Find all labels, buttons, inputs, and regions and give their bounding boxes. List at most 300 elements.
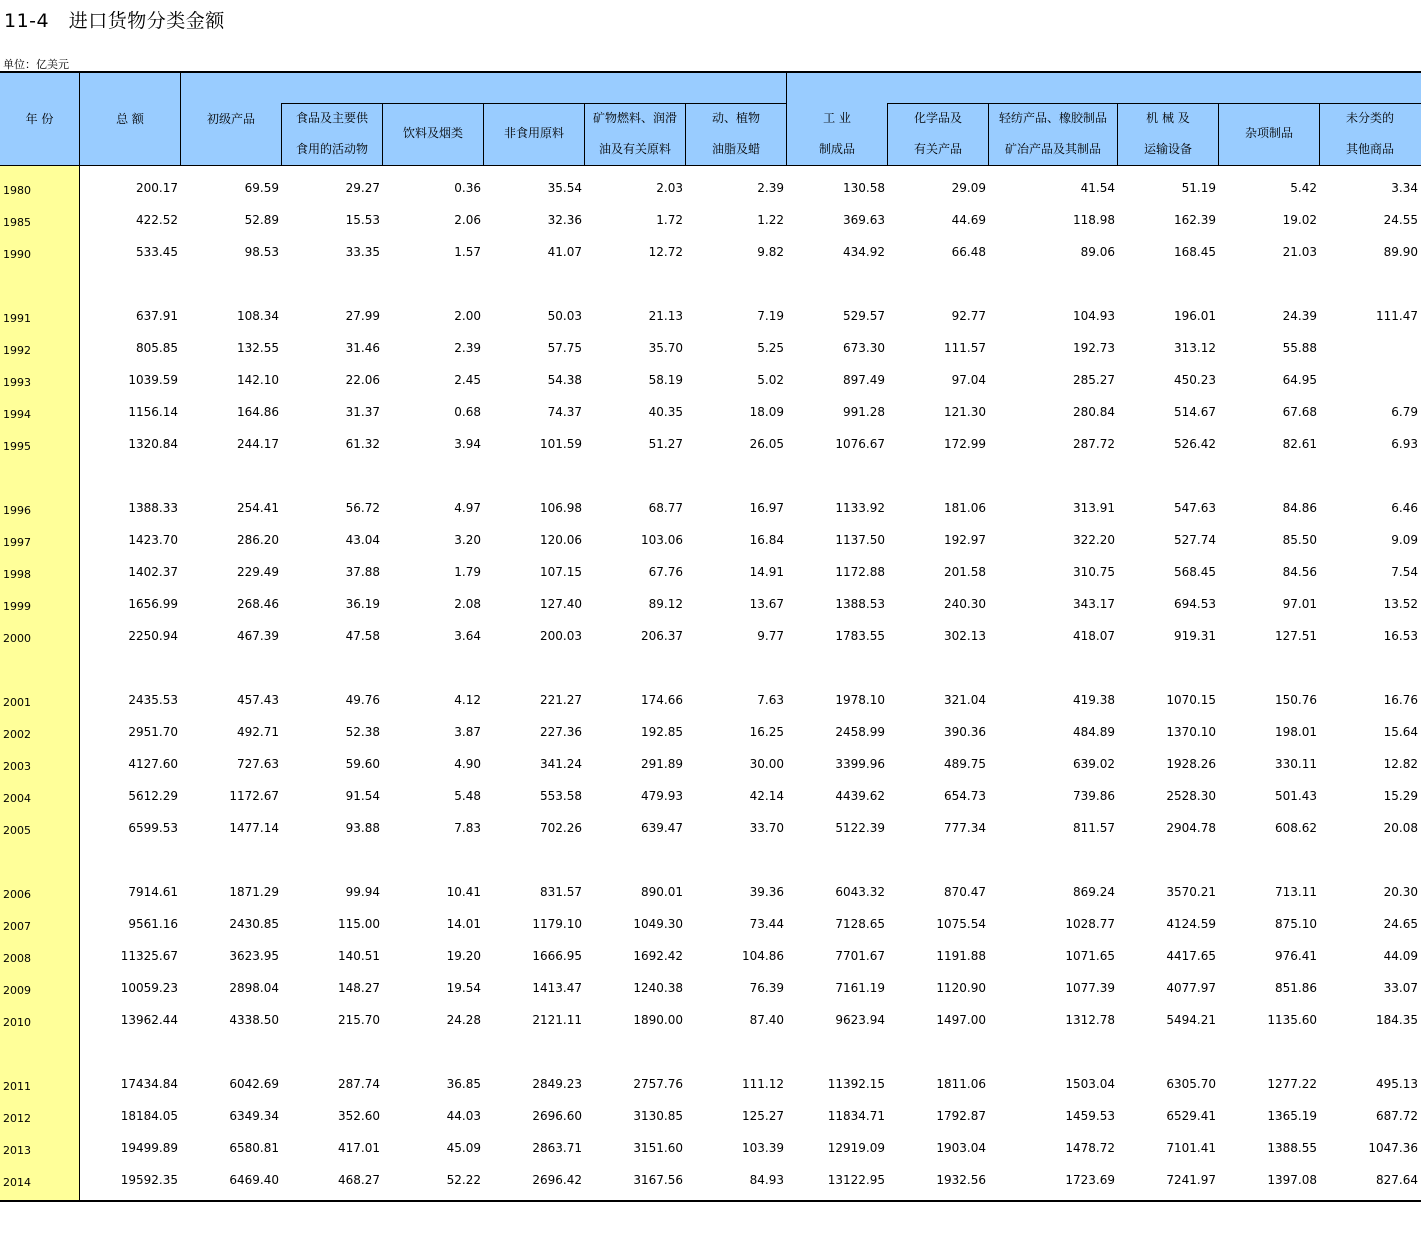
value-cell: 16.84 <box>749 533 784 547</box>
value-cell: 101.59 <box>540 437 582 451</box>
value-cell: 196.01 <box>1174 309 1216 323</box>
value-cell: 1133.92 <box>835 501 885 515</box>
table-row <box>0 554 1421 586</box>
value-cell: 201.58 <box>944 565 986 579</box>
value-cell: 89.90 <box>1383 245 1418 259</box>
value-cell: 36.85 <box>446 1077 481 1091</box>
value-cell: 10.41 <box>446 885 481 899</box>
value-cell: 7241.97 <box>1166 1173 1216 1187</box>
value-cell: 434.92 <box>843 245 885 259</box>
value-cell: 9561.16 <box>128 917 178 931</box>
value-cell: 1.79 <box>454 565 481 579</box>
value-cell: 2696.60 <box>532 1109 582 1123</box>
value-cell: 1413.47 <box>532 981 582 995</box>
value-cell: 2757.76 <box>633 1077 683 1091</box>
year-cell: 1991 <box>3 312 31 325</box>
value-cell: 66.48 <box>951 245 986 259</box>
value-cell: 16.97 <box>749 501 784 515</box>
value-cell: 527.74 <box>1174 533 1216 547</box>
value-cell: 1497.00 <box>936 1013 986 1027</box>
value-cell: 1277.22 <box>1267 1077 1317 1091</box>
value-cell: 221.27 <box>540 693 582 707</box>
value-cell: 200.17 <box>136 181 178 195</box>
value-cell: 104.93 <box>1073 309 1115 323</box>
value-cell: 6529.41 <box>1166 1109 1216 1123</box>
value-cell: 3623.95 <box>229 949 279 963</box>
header-top-rule <box>0 71 1421 73</box>
value-cell: 1423.70 <box>128 533 178 547</box>
value-cell: 21.03 <box>1282 245 1317 259</box>
value-cell: 352.60 <box>338 1109 380 1123</box>
value-cell: 2863.71 <box>532 1141 582 1155</box>
value-cell: 2.45 <box>454 373 481 387</box>
value-cell: 44.09 <box>1383 949 1418 963</box>
value-cell: 639.47 <box>641 821 683 835</box>
year-cell: 1980 <box>3 184 31 197</box>
value-cell: 495.13 <box>1376 1077 1418 1091</box>
value-cell: 422.52 <box>136 213 178 227</box>
value-cell: 57.75 <box>547 341 582 355</box>
value-cell: 97.04 <box>951 373 986 387</box>
table-row <box>0 298 1421 330</box>
year-cell: 2008 <box>3 952 31 965</box>
header-chemical-line2: 有关产品 <box>913 142 962 156</box>
value-cell: 111.47 <box>1376 309 1418 323</box>
year-cell: 1994 <box>3 408 31 421</box>
value-cell: 10059.23 <box>120 981 178 995</box>
value-cell: 26.05 <box>749 437 784 451</box>
value-cell: 3.34 <box>1391 181 1418 195</box>
value-cell: 287.74 <box>338 1077 380 1091</box>
value-cell: 6042.69 <box>229 1077 279 1091</box>
value-cell: 1370.10 <box>1166 725 1216 739</box>
value-cell: 418.07 <box>1073 629 1115 643</box>
header-mineral-line1: 矿物燃料、润滑 <box>592 111 677 125</box>
value-cell: 15.29 <box>1383 789 1418 803</box>
value-cell: 805.85 <box>136 341 178 355</box>
value-cell: 120.06 <box>540 533 582 547</box>
value-cell: 103.39 <box>742 1141 784 1155</box>
header-machinery-line1: 机 械 及 <box>1146 111 1190 125</box>
value-cell: 417.01 <box>338 1141 380 1155</box>
value-cell: 547.63 <box>1174 501 1216 515</box>
value-cell: 19.54 <box>446 981 481 995</box>
header-machinery-line2: 运输设备 <box>1143 142 1192 156</box>
value-cell: 6.79 <box>1391 405 1418 419</box>
value-cell: 20.30 <box>1383 885 1418 899</box>
value-cell: 11834.71 <box>827 1109 885 1123</box>
value-cell: 1459.53 <box>1065 1109 1115 1123</box>
value-cell: 3.20 <box>454 533 481 547</box>
value-cell: 1191.88 <box>936 949 986 963</box>
value-cell: 56.72 <box>345 501 380 515</box>
value-cell: 870.47 <box>944 885 986 899</box>
table-row <box>0 234 1421 266</box>
value-cell: 702.26 <box>540 821 582 835</box>
table-row <box>0 426 1421 458</box>
value-cell: 1075.54 <box>936 917 986 931</box>
value-cell: 2.08 <box>454 597 481 611</box>
table-row <box>0 906 1421 938</box>
value-cell: 7161.19 <box>835 981 885 995</box>
header-light-line2: 矿冶产品及其制品 <box>1004 142 1101 156</box>
value-cell: 192.85 <box>641 725 683 739</box>
value-cell: 1028.77 <box>1065 917 1115 931</box>
value-cell: 369.63 <box>843 213 885 227</box>
value-cell: 41.07 <box>547 245 582 259</box>
value-cell: 1871.29 <box>229 885 279 899</box>
year-cell: 1990 <box>3 248 31 261</box>
value-cell: 6.46 <box>1391 501 1418 515</box>
table-row <box>0 1162 1421 1194</box>
value-cell: 18.09 <box>749 405 784 419</box>
value-cell: 2.39 <box>454 341 481 355</box>
value-cell: 1365.19 <box>1267 1109 1317 1123</box>
value-cell: 9.09 <box>1391 533 1418 547</box>
value-cell: 104.86 <box>742 949 784 963</box>
header-primary-products: 初级产品 <box>206 112 255 126</box>
value-cell: 2.39 <box>757 181 784 195</box>
value-cell: 30.00 <box>749 757 784 771</box>
value-cell: 84.86 <box>1282 501 1317 515</box>
value-cell: 51.19 <box>1181 181 1216 195</box>
value-cell: 280.84 <box>1073 405 1115 419</box>
value-cell: 35.70 <box>648 341 683 355</box>
value-cell: 313.91 <box>1073 501 1115 515</box>
year-cell: 2005 <box>3 824 31 837</box>
value-cell: 215.70 <box>338 1013 380 1027</box>
value-cell: 13.67 <box>749 597 784 611</box>
value-cell: 0.68 <box>454 405 481 419</box>
value-cell: 3570.21 <box>1166 885 1216 899</box>
table-row <box>0 394 1421 426</box>
value-cell: 7128.65 <box>835 917 885 931</box>
value-cell: 47.58 <box>345 629 380 643</box>
value-cell: 1903.04 <box>936 1141 986 1155</box>
value-cell: 1070.15 <box>1166 693 1216 707</box>
value-cell: 24.65 <box>1383 917 1418 931</box>
table-row <box>0 522 1421 554</box>
value-cell: 67.68 <box>1282 405 1317 419</box>
value-cell: 2458.99 <box>835 725 885 739</box>
value-cell: 287.72 <box>1073 437 1115 451</box>
value-cell: 1503.04 <box>1065 1077 1115 1091</box>
value-cell: 92.77 <box>951 309 986 323</box>
value-cell: 1049.30 <box>633 917 683 931</box>
value-cell: 91.54 <box>345 789 380 803</box>
value-cell: 50.03 <box>547 309 582 323</box>
value-cell: 118.98 <box>1073 213 1115 227</box>
value-cell: 1137.50 <box>835 533 885 547</box>
table-row <box>0 490 1421 522</box>
value-cell: 93.88 <box>345 821 380 835</box>
table-row <box>0 1002 1421 1034</box>
value-cell: 2696.42 <box>532 1173 582 1187</box>
value-cell: 43.04 <box>345 533 380 547</box>
value-cell: 310.75 <box>1073 565 1115 579</box>
year-cell: 1996 <box>3 504 31 517</box>
value-cell: 2898.04 <box>229 981 279 995</box>
value-cell: 2528.30 <box>1166 789 1216 803</box>
value-cell: 32.36 <box>547 213 582 227</box>
year-cell: 2002 <box>3 728 31 741</box>
value-cell: 7.19 <box>757 309 784 323</box>
value-cell: 450.23 <box>1174 373 1216 387</box>
year-cell: 2013 <box>3 1144 31 1157</box>
value-cell: 489.75 <box>944 757 986 771</box>
value-cell: 76.39 <box>749 981 784 995</box>
header-food-line2: 食用的活动物 <box>295 142 368 156</box>
value-cell: 2849.23 <box>532 1077 582 1091</box>
value-cell: 16.25 <box>749 725 784 739</box>
value-cell: 1071.65 <box>1065 949 1115 963</box>
header-total: 总 额 <box>116 112 144 126</box>
value-cell: 5.02 <box>757 373 784 387</box>
table-row <box>0 170 1421 202</box>
value-cell: 2430.85 <box>229 917 279 931</box>
table-row <box>0 938 1421 970</box>
value-cell: 869.24 <box>1073 885 1115 899</box>
value-cell: 1135.60 <box>1267 1013 1317 1027</box>
year-cell: 2007 <box>3 920 31 933</box>
value-cell: 18184.05 <box>120 1109 178 1123</box>
value-cell: 12.82 <box>1383 757 1418 771</box>
value-cell: 73.44 <box>749 917 784 931</box>
value-cell: 121.30 <box>944 405 986 419</box>
year-cell: 2003 <box>3 760 31 773</box>
value-cell: 9623.94 <box>835 1013 885 1027</box>
value-cell: 639.02 <box>1073 757 1115 771</box>
value-cell: 127.40 <box>540 597 582 611</box>
value-cell: 44.03 <box>446 1109 481 1123</box>
value-cell: 13122.95 <box>827 1173 885 1187</box>
value-cell: 4439.62 <box>835 789 885 803</box>
value-cell: 484.89 <box>1073 725 1115 739</box>
value-cell: 285.27 <box>1073 373 1115 387</box>
value-cell: 6469.40 <box>229 1173 279 1187</box>
table-row <box>0 1130 1421 1162</box>
value-cell: 2.00 <box>454 309 481 323</box>
value-cell: 192.97 <box>944 533 986 547</box>
value-cell: 976.41 <box>1275 949 1317 963</box>
value-cell: 1076.67 <box>835 437 885 451</box>
table-row <box>0 810 1421 842</box>
header-bottom-rule <box>0 165 1421 166</box>
value-cell: 321.04 <box>944 693 986 707</box>
value-cell: 479.93 <box>641 789 683 803</box>
value-cell: 811.57 <box>1073 821 1115 835</box>
value-cell: 1388.55 <box>1267 1141 1317 1155</box>
value-cell: 3151.60 <box>633 1141 683 1155</box>
value-cell: 51.27 <box>648 437 683 451</box>
value-cell: 19592.35 <box>120 1173 178 1187</box>
value-cell: 3399.96 <box>835 757 885 771</box>
value-cell: 3.87 <box>454 725 481 739</box>
value-cell: 1402.37 <box>128 565 178 579</box>
value-cell: 7.54 <box>1391 565 1418 579</box>
value-cell: 37.88 <box>345 565 380 579</box>
value-cell: 7101.41 <box>1166 1141 1216 1155</box>
value-cell: 12919.09 <box>827 1141 885 1155</box>
value-cell: 831.57 <box>540 885 582 899</box>
value-cell: 4077.97 <box>1166 981 1216 995</box>
value-cell: 52.22 <box>446 1173 481 1187</box>
value-cell: 6580.81 <box>229 1141 279 1155</box>
table-row <box>0 330 1421 362</box>
value-cell: 14.01 <box>446 917 481 931</box>
value-cell: 115.00 <box>338 917 380 931</box>
header-other-line2: 其他商品 <box>1345 142 1394 156</box>
value-cell: 84.93 <box>749 1173 784 1187</box>
value-cell: 2.06 <box>454 213 481 227</box>
value-cell: 240.30 <box>944 597 986 611</box>
year-cell: 1992 <box>3 344 31 357</box>
value-cell: 52.89 <box>244 213 279 227</box>
value-cell: 29.27 <box>345 181 380 195</box>
value-cell: 19.20 <box>446 949 481 963</box>
year-cell: 2000 <box>3 632 31 645</box>
value-cell: 127.51 <box>1275 629 1317 643</box>
header-other-line1: 未分类的 <box>1345 111 1394 125</box>
value-cell: 1179.10 <box>532 917 582 931</box>
value-cell: 11392.15 <box>827 1077 885 1091</box>
header-food-line1: 食品及主要供 <box>295 111 368 125</box>
value-cell: 44.69 <box>951 213 986 227</box>
year-cell: 1993 <box>3 376 31 389</box>
value-cell: 69.59 <box>244 181 279 195</box>
value-cell: 97.01 <box>1282 597 1317 611</box>
value-cell: 553.58 <box>540 789 582 803</box>
value-cell: 142.10 <box>237 373 279 387</box>
year-cell: 2006 <box>3 888 31 901</box>
value-cell: 125.27 <box>742 1109 784 1123</box>
value-cell: 14.91 <box>749 565 784 579</box>
value-cell: 58.19 <box>648 373 683 387</box>
value-cell: 7.83 <box>454 821 481 835</box>
value-cell: 35.54 <box>547 181 582 195</box>
value-cell: 5.25 <box>757 341 784 355</box>
value-cell: 1077.39 <box>1065 981 1115 995</box>
header-mineral-line2: 油及有关原料 <box>598 142 671 156</box>
value-cell: 1792.87 <box>936 1109 986 1123</box>
value-cell: 322.20 <box>1073 533 1115 547</box>
value-cell: 7701.67 <box>835 949 885 963</box>
value-cell: 313.12 <box>1174 341 1216 355</box>
value-cell: 15.53 <box>345 213 380 227</box>
value-cell: 1890.00 <box>633 1013 683 1027</box>
value-cell: 103.06 <box>641 533 683 547</box>
table-row <box>0 586 1421 618</box>
value-cell: 1240.38 <box>633 981 683 995</box>
table-row <box>0 362 1421 394</box>
year-cell: 1985 <box>3 216 31 229</box>
value-cell: 419.38 <box>1073 693 1115 707</box>
value-cell: 1397.08 <box>1267 1173 1317 1187</box>
value-cell: 184.35 <box>1376 1013 1418 1027</box>
table-row <box>0 778 1421 810</box>
value-cell: 52.38 <box>345 725 380 739</box>
value-cell: 2435.53 <box>128 693 178 707</box>
value-cell: 4.97 <box>454 501 481 515</box>
value-cell: 3130.85 <box>633 1109 683 1123</box>
value-cell: 49.76 <box>345 693 380 707</box>
header-industrial-line1: 工 业 <box>823 111 851 125</box>
value-cell: 172.99 <box>944 437 986 451</box>
value-cell: 492.71 <box>237 725 279 739</box>
table-row <box>0 874 1421 906</box>
value-cell: 529.57 <box>843 309 885 323</box>
value-cell: 875.10 <box>1275 917 1317 931</box>
value-cell: 82.61 <box>1282 437 1317 451</box>
header-misc: 杂项制品 <box>1244 126 1293 140</box>
value-cell: 64.95 <box>1282 373 1317 387</box>
value-cell: 111.12 <box>742 1077 784 1091</box>
value-cell: 1312.78 <box>1065 1013 1115 1027</box>
value-cell: 67.76 <box>648 565 683 579</box>
value-cell: 33.35 <box>345 245 380 259</box>
value-cell: 59.60 <box>345 757 380 771</box>
value-cell: 33.07 <box>1383 981 1418 995</box>
value-cell: 1783.55 <box>835 629 885 643</box>
value-cell: 1388.53 <box>835 597 885 611</box>
table-row <box>0 618 1421 650</box>
value-cell: 106.98 <box>540 501 582 515</box>
value-cell: 5494.21 <box>1166 1013 1216 1027</box>
value-cell: 1172.67 <box>229 789 279 803</box>
value-cell: 1172.88 <box>835 565 885 579</box>
value-cell: 111.57 <box>944 341 986 355</box>
year-cell: 1995 <box>3 440 31 453</box>
value-cell: 42.14 <box>749 789 784 803</box>
value-cell: 24.55 <box>1383 213 1418 227</box>
value-cell: 608.62 <box>1275 821 1317 835</box>
value-cell: 1932.56 <box>936 1173 986 1187</box>
header-industrial-line2: 制成品 <box>818 142 855 156</box>
value-cell: 6043.32 <box>835 885 885 899</box>
header-oils-line2: 油脂及蜡 <box>711 142 760 156</box>
value-cell: 200.03 <box>540 629 582 643</box>
value-cell: 84.56 <box>1282 565 1317 579</box>
value-cell: 24.39 <box>1282 309 1317 323</box>
value-cell: 3.64 <box>454 629 481 643</box>
value-cell: 1723.69 <box>1065 1173 1115 1187</box>
value-cell: 19.02 <box>1282 213 1317 227</box>
value-cell: 21.13 <box>648 309 683 323</box>
value-cell: 89.06 <box>1080 245 1115 259</box>
value-cell: 29.09 <box>951 181 986 195</box>
value-cell: 206.37 <box>641 629 683 643</box>
header-beverage: 饮料及烟类 <box>402 126 463 140</box>
value-cell: 17434.84 <box>120 1077 178 1091</box>
unit-label: 单位：亿美元 <box>3 58 69 71</box>
value-cell: 36.19 <box>345 597 380 611</box>
value-cell: 7.63 <box>757 693 784 707</box>
header-nonfood: 非食用原料 <box>503 126 564 140</box>
value-cell: 2121.11 <box>532 1013 582 1027</box>
value-cell: 20.08 <box>1383 821 1418 835</box>
value-cell: 6.93 <box>1391 437 1418 451</box>
table-title: 11-4 进口货物分类金额 <box>4 10 225 32</box>
value-cell: 85.50 <box>1282 533 1317 547</box>
value-cell: 45.09 <box>446 1141 481 1155</box>
value-cell: 291.89 <box>641 757 683 771</box>
value-cell: 31.46 <box>345 341 380 355</box>
value-cell: 302.13 <box>944 629 986 643</box>
value-cell: 87.40 <box>749 1013 784 1027</box>
value-cell: 9.77 <box>757 629 784 643</box>
value-cell: 897.49 <box>843 373 885 387</box>
value-cell: 268.46 <box>237 597 279 611</box>
